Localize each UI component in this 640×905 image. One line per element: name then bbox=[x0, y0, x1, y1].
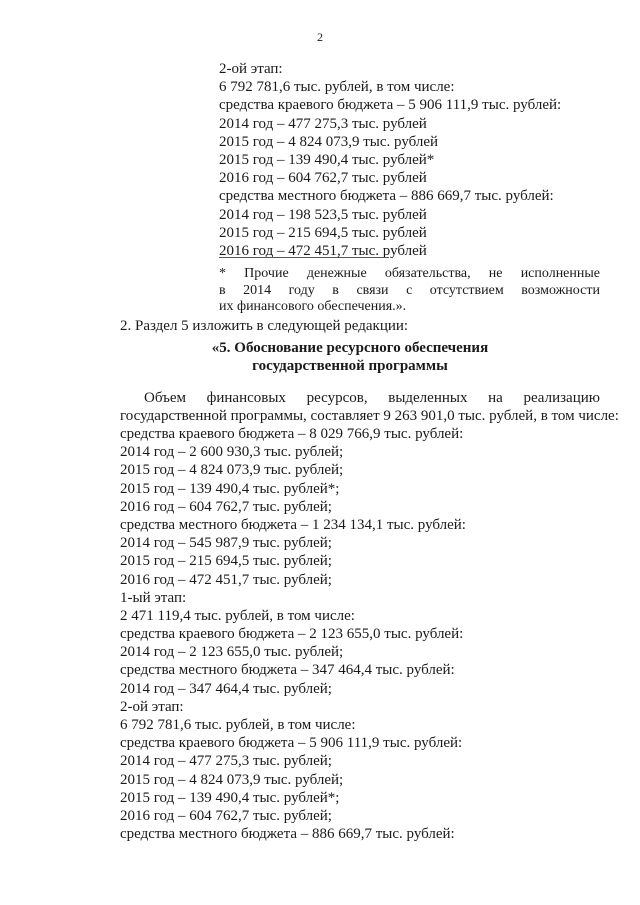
text-line: 2015 год – 4 824 073,9 тыс. рублей bbox=[219, 133, 439, 150]
text-line: 2 471 119,4 тыс. рублей, в том числе: bbox=[120, 607, 355, 624]
text-line: 2014 год – 198 523,5 тыс. рублей bbox=[219, 206, 427, 223]
footnote-word: Прочие bbox=[244, 266, 289, 281]
footnote-word: обязательства, bbox=[384, 266, 471, 281]
text-line: 2015 год – 215 694,5 тыс. рублей; bbox=[120, 553, 332, 570]
footnote-word: в bbox=[219, 282, 226, 298]
intro-word: Объем bbox=[144, 390, 186, 406]
text-line: средства местного бюджета – 347 464,4 тыс. рублей: bbox=[120, 662, 455, 679]
text-line: средства местного бюджета – 886 669,7 тыс. рублей: bbox=[120, 826, 455, 843]
section-title-line-1: «5. Обоснование ресурсного обеспечения bbox=[211, 340, 489, 356]
text-line: средства краевого бюджета – 5 906 111,9 тыс. рублей: bbox=[219, 97, 562, 114]
footnote-word: 2014 bbox=[243, 282, 272, 298]
text-line: 2014 год – 2 600 930,3 тыс. рублей; bbox=[120, 444, 344, 461]
text-line: 2014 год – 545 987,9 тыс. рублей; bbox=[120, 535, 332, 552]
text-line: средства местного бюджета – 1 234 134,1 тыс. рублей: bbox=[120, 516, 466, 533]
text-line: 2016 год – 472 451,7 тыс. рублей bbox=[219, 242, 427, 259]
text-line: 2015 год – 215 694,5 тыс. рублей bbox=[219, 224, 427, 241]
text-line: 2014 год – 347 464,4 тыс. рублей; bbox=[120, 680, 332, 697]
text-line: 2-ой этап: bbox=[120, 698, 184, 715]
intro-word: финансовых bbox=[206, 390, 286, 406]
text-line: средства краевого бюджета – 8 029 766,9 тыс. рублей: bbox=[120, 426, 464, 442]
text-line: средства местного бюджета – 886 669,7 тыс. рублей: bbox=[219, 188, 554, 205]
text-line: 2014 год – 2 123 655,0 тыс. рублей; bbox=[120, 644, 344, 661]
section-title bbox=[180, 339, 520, 375]
text-line: 2015 год – 4 824 073,9 тыс. рублей; bbox=[120, 771, 344, 788]
footnote-word: возможности bbox=[521, 282, 600, 298]
text-line: 2014 год – 477 275,3 тыс. рублей bbox=[219, 115, 427, 132]
intro-paragraph bbox=[120, 389, 619, 425]
footnote-word: с bbox=[406, 282, 413, 298]
text-line: 2015 год – 4 824 073,9 тыс. рублей; bbox=[120, 462, 344, 479]
footnote-word: * bbox=[219, 266, 226, 281]
text-line: средства краевого бюджета – 5 906 111,9 тыс. рублей: bbox=[120, 735, 463, 752]
amendment-item-2: 2. Раздел 5 изложить в следующей редакции: bbox=[120, 318, 409, 334]
intro-word: на bbox=[488, 390, 503, 406]
intro-line-2: государственной программы, составляет 9 263 901,0 тыс. рублей, в том числе: bbox=[120, 408, 619, 425]
footnote-word: связи bbox=[356, 282, 389, 298]
intro-word: реализацию bbox=[523, 390, 600, 406]
text-line: 2016 год – 604 762,7 тыс. рублей; bbox=[120, 807, 332, 824]
footnote-word: не bbox=[488, 266, 503, 281]
text-line: 2015 год – 139 490,4 тыс. рублей*; bbox=[120, 480, 340, 497]
footnote bbox=[219, 266, 600, 316]
footnote-line-2 bbox=[219, 283, 600, 300]
text-line: 2015 год – 139 490,4 тыс. рублей* bbox=[219, 151, 435, 168]
footnote-line-1 bbox=[219, 266, 600, 283]
upper-funding-list bbox=[219, 60, 561, 260]
text-line: 2016 год – 604 762,7 тыс. рублей bbox=[219, 170, 427, 187]
intro-word: ресурсов, bbox=[306, 390, 368, 406]
intro-line-1 bbox=[120, 389, 600, 407]
footnote-divider bbox=[219, 257, 389, 258]
intro-word: выделенных bbox=[388, 390, 468, 406]
footnote-line-3: их финансового обеспечения.». bbox=[219, 299, 407, 314]
footnote-word: исполненные bbox=[520, 266, 600, 281]
text-line: 2015 год – 139 490,4 тыс. рублей*; bbox=[120, 789, 340, 806]
footnote-word: году bbox=[288, 282, 315, 298]
text-line: 6 792 781,6 тыс. рублей, в том числе: bbox=[219, 79, 455, 96]
footnote-word: денежные bbox=[306, 266, 367, 281]
text-line: 2016 год – 472 451,7 тыс. рублей; bbox=[120, 571, 332, 588]
footnote-word: отсутствием bbox=[429, 282, 504, 298]
text-line: 2-ой этап: bbox=[219, 61, 283, 77]
text-line: 6 792 781,6 тыс. рублей, в том числе: bbox=[120, 717, 356, 733]
text-line: средства краевого бюджета – 2 123 655,0 тыс. рублей: bbox=[120, 626, 464, 643]
page-number: 2 bbox=[317, 30, 323, 44]
text-line: 2016 год – 604 762,7 тыс. рублей; bbox=[120, 498, 332, 515]
section-title-line-2: государственной программы bbox=[252, 358, 448, 374]
footnote-word: в bbox=[332, 282, 339, 298]
text-line: 1-ый этап: bbox=[120, 589, 187, 606]
text-line: 2014 год – 477 275,3 тыс. рублей; bbox=[120, 753, 332, 770]
lower-funding-list bbox=[120, 425, 466, 843]
